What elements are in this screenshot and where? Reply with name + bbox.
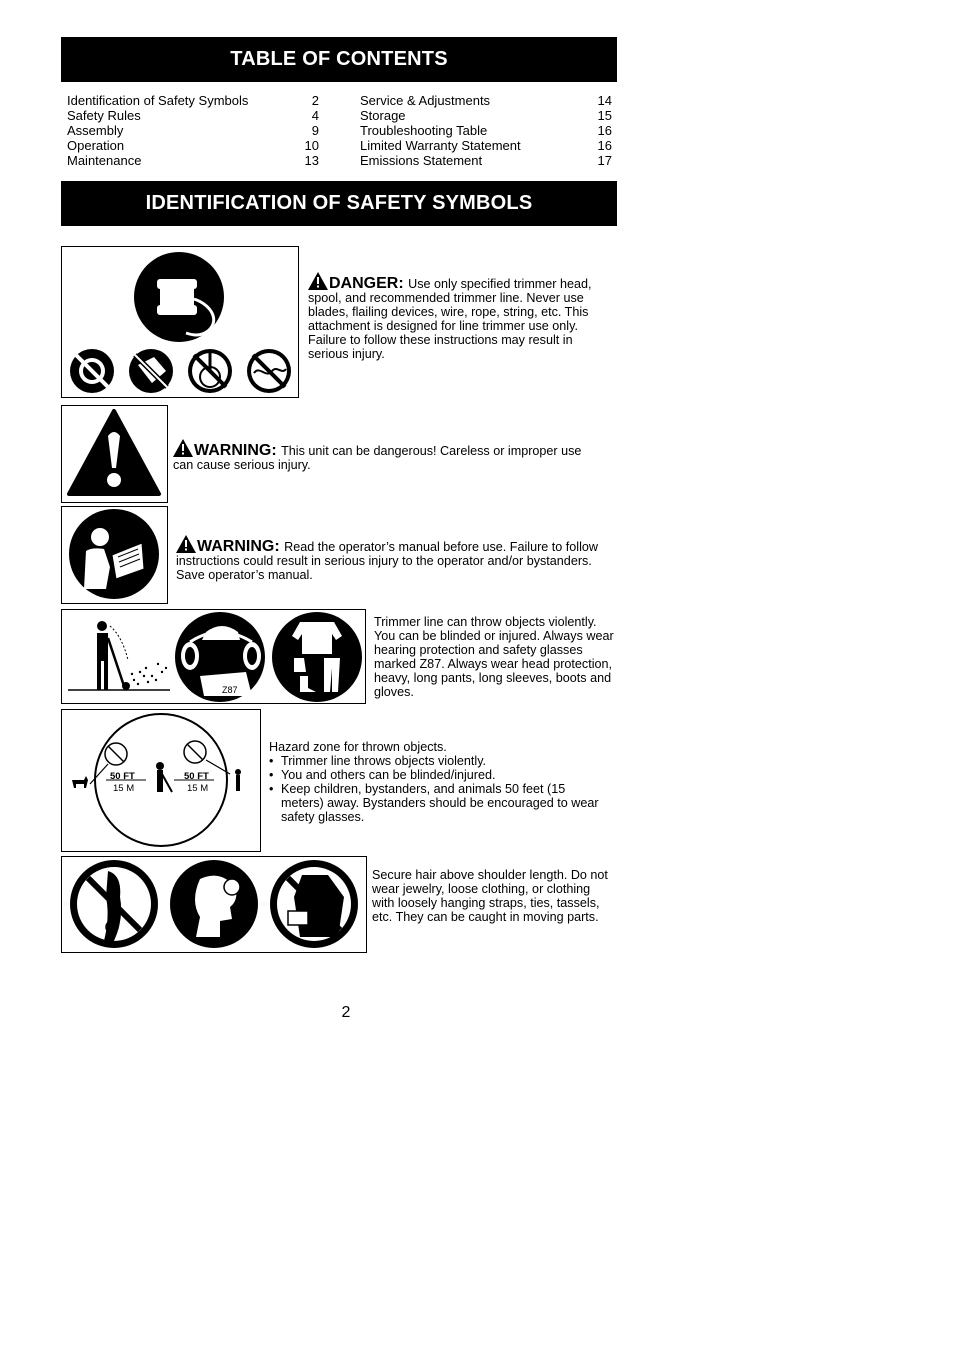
- toc-banner: [61, 37, 617, 82]
- read-manual-icon: [62, 507, 166, 602]
- distance-feet-label-right: 50 FT: [184, 771, 209, 782]
- toc-entry[interactable]: Emissions Statement 17: [360, 153, 612, 168]
- hazard-intro: Hazard zone for thrown objects.: [269, 740, 447, 754]
- trimmer-head-icon: [62, 247, 297, 396]
- toc-entry[interactable]: Storage 15: [360, 108, 612, 123]
- no-loose-clothing-icon: [270, 860, 358, 948]
- toc-title: TABLE OF CONTENTS: [230, 48, 448, 70]
- hearing-eye-head-protection-icon: [175, 612, 265, 702]
- danger-text: DANGER: Use only specified trimmer head, spool, and recommended trimmer line. Never use blades, flailing devices, wire, rope, string, etc. This attachment is designed for line trimmer use only. Failure to follow these instructions may result in serious injury.: [308, 272, 600, 361]
- secure-hair-icon: [170, 860, 258, 948]
- toc-entry[interactable]: Maintenance 13: [67, 153, 319, 168]
- danger-signal: DANGER:: [308, 275, 408, 292]
- hazard-zone-box: [61, 709, 261, 852]
- protective-clothing-icon: [272, 612, 362, 702]
- warning1-text: WARNING: This unit can be dangerous! Careless or improper use can cause serious injury.: [173, 439, 605, 472]
- page-number: 2: [341, 1004, 351, 1021]
- protection-symbol-box: [61, 609, 366, 704]
- no-bystander-icon: [184, 741, 206, 763]
- operator-thrown-debris-icon: [68, 621, 170, 690]
- hair-clothing-text: Secure hair above shoulder length. Do not wear jewelry, loose clothing, or clothing with loosely hanging straps, ties, tassels, etc. They can be caught in moving parts.: [372, 868, 608, 924]
- no-bystander-icon: [105, 743, 127, 765]
- list-item: • Keep children, bystanders, and animals 50 feet (15 meters) away. Bystanders should be encouraged to wear safety glasses.: [269, 782, 605, 824]
- danger-symbol-box: [61, 246, 299, 398]
- operator-icon: [156, 762, 172, 792]
- toc-entry[interactable]: Assembly 9: [67, 123, 319, 138]
- list-item: • Trimmer line throws objects violently.: [269, 754, 605, 768]
- safety-symbols-banner: [61, 181, 617, 226]
- dog-icon: [72, 776, 88, 788]
- no-flail-icon: [129, 349, 173, 393]
- toc-right-column: [360, 93, 612, 168]
- distance-meters-label-right: 15 M: [187, 783, 209, 794]
- list-item: • You and others can be blinded/injured.: [269, 768, 605, 782]
- z87-mark: Z87: [222, 685, 238, 695]
- distance-feet-label-left: 50 FT: [110, 771, 135, 782]
- alert-triangle-icon: [173, 439, 193, 457]
- read-manual-symbol-box: [61, 506, 168, 604]
- warning1-signal: WARNING:: [173, 442, 281, 459]
- no-blade-icon: [70, 349, 114, 393]
- warning-symbol-box: [61, 405, 168, 503]
- toc-entry[interactable]: Safety Rules 4: [67, 108, 319, 123]
- hazard-text: [269, 740, 605, 824]
- safety-symbols-title: IDENTIFICATION OF SAFETY SYMBOLS: [145, 192, 533, 214]
- toc-entry[interactable]: Service & Adjustments 14: [360, 93, 612, 108]
- no-loose-hair-icon: [70, 860, 158, 948]
- no-wire-icon: [188, 349, 232, 393]
- hazard-bullet-list: [269, 754, 605, 824]
- child-icon: [235, 769, 241, 791]
- alert-triangle-icon: [308, 272, 328, 290]
- hair-clothing-symbol-box: [61, 856, 367, 953]
- toc-entry[interactable]: Limited Warranty Statement 16: [360, 138, 612, 153]
- protection-text: Trimmer line can throw objects violently. You can be blinded or injured. Always wear hearing protection and safety glasses marked Z87. Always wear head protection, heavy, long pants, long sleeves, boots and gloves.: [374, 615, 614, 699]
- warning2-signal: WARNING:: [176, 538, 284, 555]
- toc-entry[interactable]: Operation 10: [67, 138, 319, 153]
- hazard-zone-icon: [62, 710, 259, 850]
- toc-entry[interactable]: Identification of Safety Symbols 2: [67, 93, 319, 108]
- no-rope-icon: [247, 349, 291, 393]
- distance-meters-label-left: 15 M: [113, 783, 135, 794]
- toc-entry[interactable]: Troubleshooting Table 16: [360, 123, 612, 138]
- warning2-text: WARNING: Read the operator’s manual before use. Failure to follow instructions could result in serious injury to the operator and/or bystanders. Save operator’s manual.: [176, 535, 600, 582]
- alert-triangle-icon: [176, 535, 196, 553]
- alert-triangle-icon: [62, 406, 166, 501]
- toc-left-column: [67, 93, 319, 168]
